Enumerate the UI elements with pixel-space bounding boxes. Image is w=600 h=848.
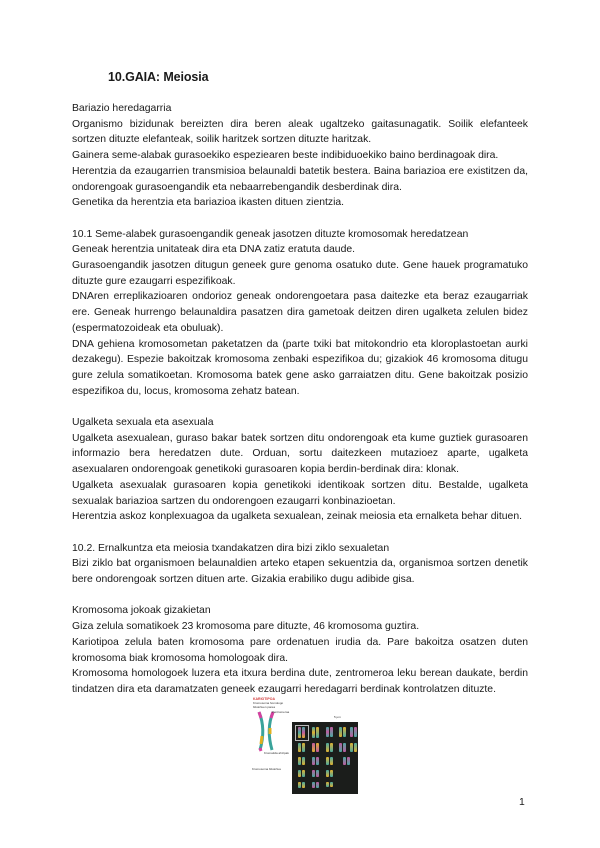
karyotype-figure	[250, 696, 366, 796]
paragraph: Kromosoma homologoek luzera eta itxura berdina dute, zentromeroa leku berean daukate, berdin tindatzen dira eta daramatzaten geneek ezaugarri heredagarri berdinak kontrolatzen dituzte.	[72, 668, 528, 695]
figure-title: KARIOTIPOA	[253, 697, 275, 701]
paragraph: Geneak herentzia unitateak dira eta DNA zatiz eratuta daude.	[72, 244, 356, 256]
section-heading: 10.1 Seme-alabek gurasoengandik geneak jasotzen dituzte kromosomak heredatzean	[72, 228, 469, 240]
figure-label-centromere: Zentromeroa	[272, 710, 290, 714]
paragraph: Bizi ziklo bat organismoen belaunaldien arteko etapen sekuentzia da, organismoa sortzen denetik bere ondorengoak sortzen dituen arte. Gizakia erabiliko dugu adibide gisa.	[72, 558, 528, 586]
paragraph: Ugalketa asexualak gurasoaren kopia genetikoki identikoak sortzen ditu. Bestalde, ugalketa sexualak bariazioa sartzen du ondorengoen ezaugarri konbinazioetan.	[72, 479, 528, 507]
section-heading: Ugalketa sexuala eta asexuala	[72, 417, 214, 429]
paragraph: Genetika da herentzia eta bariazioa ikasten dituen zientzia.	[72, 197, 345, 209]
paragraph: Organismo bizidunak bereizten dira beren aleak ugaltzeko gaitasunagatik. Soilik elefanteek sortzen dituzte elefanteak, soilik haritzek sortzen dituzte haritzak.	[72, 118, 528, 146]
figure-label-duplicated: Kromosoma bikoiztua	[252, 767, 281, 771]
page-number: 1	[519, 797, 525, 808]
figure-label-chromatids: Kromatida ahizpak	[264, 751, 289, 755]
section-ugalketa	[72, 415, 528, 525]
figure-label-top: Kromosoma homologo bikoiztuen parea	[253, 701, 284, 709]
paragraph: Giza zelula somatikoek 23 kromosoma pare dituzte, 46 kromosoma guztira.	[72, 621, 420, 633]
section-10-1	[72, 227, 528, 400]
section-kromosoma-jokoak	[72, 603, 528, 697]
section-heading: 10.2. Ernalkuntza eta meiosia txandakatzen dira bizi ziklo sexualetan	[72, 542, 390, 554]
figure-label-scale: 5 µm	[334, 715, 341, 719]
paragraph: Herentzia da ezaugarrien transmisioa belaunaldi batetik bestera. Baina bariazioa ere existitzen da, ondorengoak gurasoengandik eta nebaarrebengandik desberdinak dira.	[72, 165, 528, 193]
paragraph: DNAren erreplikazioaren ondorioz geneak ondorengoetara pasa daitezke eta beraz ezaugarriak ere. Geneak hurrengo belaunaldira pasatzen dira gametoak deitzen diren ugalketa zelulen bidez (espermatozoideak eta obuluak).	[72, 291, 528, 334]
paragraph: Kariotipoa zelula baten kromosoma pare ordenatuen irudia da. Pare bakoitza osatzen duten kromosoma biak kromosoma homologoak dira.	[72, 636, 528, 664]
paragraph: Gurasoengandik jasotzen ditugun geneek gure genoma osatuko dute. Gene hauek programatuko dituzte gure ezaugarri espezifikoak.	[72, 260, 528, 287]
paragraph: Herentzia askoz konplexuagoa da ugalketa sexualean, zeinak meiosia eta ernalketa behar dituen.	[72, 511, 522, 523]
karyotype-image	[292, 722, 358, 794]
section-10-2	[72, 541, 528, 588]
paragraph: DNA gehiena kromosometan paketatzen da (parte txiki bat mitokondrio eta kloroplastoetan aurki dezakegu). Espezie bakoitzak kromosoma zenbaki espezifikoa du; gizakiok 46 kromosoma ditugu gure zelula somatikoetan. Kromosoma batek gene asko garraiatzen ditu. Gene bakoitzak posizio espezifikoa du, locus, kromosoma zehatz batean.	[72, 338, 528, 397]
paragraph: Gainera seme-alabak gurasoekiko espeziearen beste indibiduoekiko baino berdinagoak dira.	[72, 150, 499, 162]
paragraph: Ugalketa asexualean, guraso bakar batek sortzen ditu ondorengoak eta kume guztiek gurasoaren informazio bera heredatzen dute. Orduan, sortu daitezkeen mutazioez aparte, ugalketa asexualaren ondorengoak genetikoki gurasoaren kopia berdin-berdinak dira: klonak.	[72, 432, 528, 476]
page-title: 10.GAIA: Meiosia	[108, 70, 209, 84]
document-body	[72, 101, 528, 713]
section-heading: Kromosoma jokoak gizakietan	[72, 605, 211, 617]
chromosome-pair-icon	[255, 710, 281, 752]
section-bariazio	[72, 101, 528, 211]
section-heading: Bariazio heredagarria	[72, 103, 172, 114]
